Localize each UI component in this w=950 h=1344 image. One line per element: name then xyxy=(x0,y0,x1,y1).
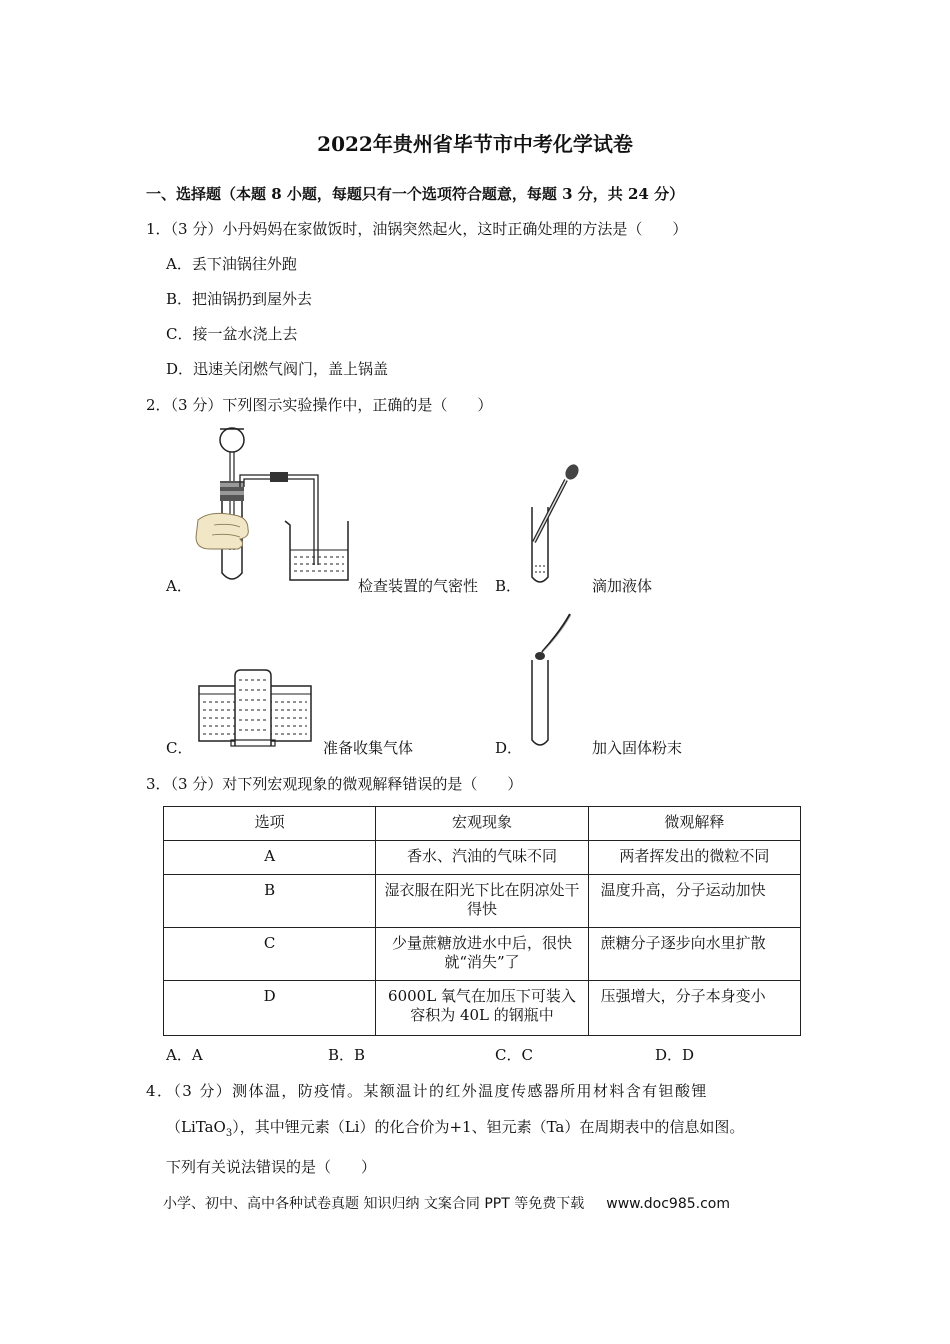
table-cell: 两者挥发出的微粒不同 xyxy=(588,841,800,875)
q1-option-c: C．接一盆水浇上去 xyxy=(166,325,298,343)
table-row xyxy=(164,841,801,875)
table-header-cell: 宏观现象 xyxy=(376,807,588,841)
figure-airtightness-check xyxy=(190,425,360,585)
table-cell: 6000L 氧气在加压下可装入容积为 40L 的钢瓶中 xyxy=(376,981,588,1036)
q4-formula-text: （LiTaO xyxy=(166,1118,226,1136)
table-cell: A xyxy=(164,841,376,875)
table-cell: D xyxy=(164,981,376,1036)
table-row xyxy=(164,875,801,928)
page-title: 2022年贵州省毕节市中考化学试卷 xyxy=(317,132,633,156)
q4-stem-line3: 下列有关说法错误的是（ ） xyxy=(166,1158,377,1176)
q3-answer-b: B．B xyxy=(328,1046,366,1064)
q2-option-d-letter: D． xyxy=(495,739,523,757)
q4-stem-line2-rest: ），其中锂元素（Li）的化合价为+1、钽元素（Ta）在周期表中的信息如图。 xyxy=(232,1118,745,1136)
q4-formula-subscript: 3 xyxy=(225,1128,233,1139)
table-row xyxy=(164,981,801,1036)
q1-option-a: A．丢下油锅往外跑 xyxy=(166,255,297,273)
table-header-cell: 微观解释 xyxy=(588,807,800,841)
q2-stem: 2．（3 分）下列图示实验操作中，正确的是（ ） xyxy=(146,396,493,414)
table-header-cell: 选项 xyxy=(164,807,376,841)
q1-stem: 1．（3 分）小丹妈妈在家做饭时，油锅突然起火，这时正确处理的方法是（ ） xyxy=(146,220,688,238)
table-row xyxy=(164,928,801,981)
table-cell: 湿衣服在阳光下比在阴凉处干得快 xyxy=(376,875,588,928)
table-cell: 少量蔗糖放进水中后，很快就“消失”了 xyxy=(376,928,588,981)
table-cell: 香水、汽油的气味不同 xyxy=(376,841,588,875)
q2-option-b-caption: 滴加液体 xyxy=(592,577,653,595)
q2-option-a-caption: 检查装置的气密性 xyxy=(358,577,479,595)
q2-option-d-caption: 加入固体粉末 xyxy=(592,739,683,757)
q2-option-a-letter: A． xyxy=(166,577,192,595)
q3-answer-c: C．C xyxy=(495,1046,533,1064)
table-cell: 压强增大，分子本身变小 xyxy=(588,981,800,1036)
table-header-row xyxy=(164,807,801,841)
section-heading: 一、选择题（本题 8 小题，每题只有一个选项符合题意，每题 3 分，共 24 分） xyxy=(146,185,685,203)
table-cell: 温度升高，分子运动加快 xyxy=(588,875,800,928)
q4-stem-line2 xyxy=(166,1116,744,1139)
table-cell: C xyxy=(164,928,376,981)
q1-option-d: D．迅速关闭燃气阀门，盖上锅盖 xyxy=(166,360,389,378)
q2-option-c-letter: C． xyxy=(166,739,193,757)
q2-option-c-caption: 准备收集气体 xyxy=(323,739,414,757)
table-cell: B xyxy=(164,875,376,928)
q3-table xyxy=(163,806,801,1036)
q3-stem: 3．（3 分）对下列宏观现象的微观解释错误的是（ ） xyxy=(146,775,523,793)
footer-url[interactable]: www.doc985.com xyxy=(606,1196,730,1212)
table-cell: 蔗糖分子逐步向水里扩散 xyxy=(588,928,800,981)
q1-option-b: B．把油锅扔到屋外去 xyxy=(166,290,313,308)
page-footer xyxy=(163,1193,730,1213)
q3-answer-d: D．D xyxy=(655,1046,695,1064)
figure-dropping-liquid xyxy=(520,462,590,587)
q2-option-b-letter: B． xyxy=(495,577,522,595)
figure-adding-powder xyxy=(520,612,580,752)
q3-answer-a: A．A xyxy=(166,1046,203,1064)
figure-gas-collection xyxy=(195,668,320,748)
q4-stem-line1: 4．（3 分）测体温，防疫情。某额温计的红外温度传感器所用材料含有钽酸锂 xyxy=(146,1082,708,1100)
footer-text: 小学、初中、高中各种试卷真题 知识归纳 文案合同 PPT 等免费下载 xyxy=(163,1196,585,1212)
